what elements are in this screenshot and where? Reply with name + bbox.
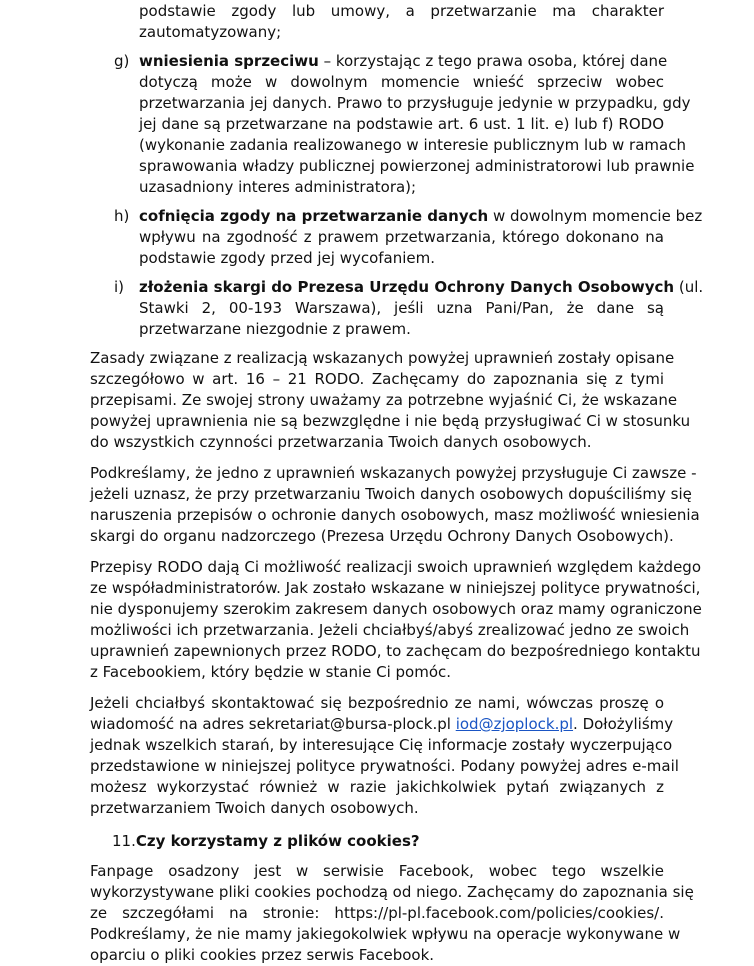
text-line: naruszenia przepisów o ochronie danych osobowych, masz możliwość wniesienia xyxy=(90,506,700,524)
list-marker: i) xyxy=(114,278,125,296)
text-line: szczegółowo w art. 16 – 21 RODO. Zachęcamy do zapoznania się z tymi xyxy=(90,370,664,388)
text-line: powyżej uprawnienia nie są bezwzględne i nie będą przysługiwać Ci w stosunku xyxy=(90,412,691,430)
text-line: podstawie zgody lub umowy, a przetwarzanie ma charakter xyxy=(139,2,664,20)
text-line: możesz wykorzystać również w razie jakichkolwiek pytań związanych z xyxy=(90,778,664,796)
text-line: wpływu na zgodność z prawem przetwarzania, którego dokonano na xyxy=(139,228,664,246)
text-line: jednak wszelkich starań, by interesujące Cię informacje zostały wyczerpująco xyxy=(90,736,673,754)
bold-term: cofnięcia zgody na przetwarzanie danych xyxy=(139,207,489,225)
text-line: ze szczegółami na stronie: https://pl-pl.facebook.com/policies/cookies/. xyxy=(90,904,664,922)
text-line: Przepisy RODO dają Ci możliwość realizacji swoich uprawnień względem każdego xyxy=(90,558,701,576)
text-line xyxy=(139,206,703,227)
text-line: oparciu o pliki cookies przez serwis Facebook. xyxy=(90,946,435,964)
text-line: jej dane są przetwarzane na podstawie art. 6 ust. 1 lit. e) lub f) RODO xyxy=(139,115,664,133)
text-line: wykorzystywane pliki cookies pochodzą od niego. Zachęcamy do zapoznania się xyxy=(90,883,694,901)
text-line: Podkreślamy, że jedno z uprawnień wskazanych powyżej przysługuje Ci zawsze - xyxy=(90,464,697,482)
list-marker: g) xyxy=(114,52,130,70)
text-line: Jeżeli chciałbyś skontaktować się bezpośrednio ze nami, wówczas proszę o xyxy=(90,694,664,712)
text-line: przetwarzane niezgodnie z prawem. xyxy=(139,320,411,338)
text-line: Zasady związane z realizacją wskazanych powyżej uprawnień zostały opisane xyxy=(90,349,675,367)
text-line: skargi do organu nadzorczego (Prezesa Urzędu Ochrony Danych Osobowych). xyxy=(90,527,674,545)
text-line: uprawnień zapewnionych przez RODO, to zachęcam do bezpośredniego kontaktu xyxy=(90,642,701,660)
text-line: sprawowania władzy publicznej powierzonej administratorowi lub prawnie xyxy=(139,157,695,175)
text-run: wiadomość na adres sekretariat@bursa-plock.pl xyxy=(90,715,456,733)
text-run: w dowolnym momencie bez xyxy=(488,207,703,225)
text-run: . Dołożyliśmy xyxy=(573,715,674,733)
text-line: podstawie zgody przed jej wycofaniem. xyxy=(139,249,436,267)
text-line: przetwarzaniem Twoich danych osobowych. xyxy=(90,799,419,817)
text-line: Podkreślamy, że nie mamy jakiegokolwiek wpływu na operacje wykonywane w xyxy=(90,925,681,943)
section-number: 11. xyxy=(112,832,136,850)
text-line: Stawki 2, 00-193 Warszawa), jeśli uzna Pani/Pan, że dane są xyxy=(139,299,664,317)
list-item-i xyxy=(90,277,704,340)
text-line: nie dysponujemy szerokim zakresem danych osobowych oraz mamy ograniczone xyxy=(90,600,702,618)
text-line: przedstawione w niniejszej polityce prywatności. Podany powyżej adres e-mail xyxy=(90,757,679,775)
text-run: – korzystając z tego prawa osoba, której dane xyxy=(318,52,668,70)
text-line: do wszystkich czynności przetwarzania Twoich danych osobowych. xyxy=(90,433,592,451)
text-line xyxy=(139,277,704,298)
text-line: możliwości ich przetwarzania. Jeżeli chciałbyś/abyś zrealizować jedno ze swoich xyxy=(90,621,690,639)
paragraph-joint-controllers xyxy=(90,557,702,683)
text-line: (wykonanie zadania realizowanego w interesie publicznym lub w ramach xyxy=(139,136,686,154)
text-line: uzasadniony interes administratora); xyxy=(139,178,417,196)
document-page xyxy=(90,0,704,966)
text-line: ze współadministratorów. Jak zostało wskazane w niniejszej polityce prywatności, xyxy=(90,579,701,597)
text-line: Fanpage osadzony jest w serwisie Facebook, wobec tego wszelkie xyxy=(90,862,664,880)
section-heading xyxy=(90,829,664,853)
text-line: przetwarzania jej danych. Prawo to przysługuje jedynie w przypadku, gdy xyxy=(139,94,691,112)
bold-term: złożenia skargi do Prezesa Urzędu Ochrony Danych Osobowych xyxy=(139,278,675,296)
section-title: Czy korzystamy z plików cookies? xyxy=(135,832,420,850)
bold-term: wniesienia sprzeciwu xyxy=(139,52,319,70)
text-line: dotyczą może w dowolnym momencie wnieść sprzeciw wobec xyxy=(139,73,664,91)
list-item-g xyxy=(90,51,695,198)
text-line: jeżeli uznasz, że przy przetwarzaniu Twoich danych osobowych dopuściliśmy się xyxy=(90,485,692,503)
list-item-continuation xyxy=(90,1,664,43)
paragraph-rights-details xyxy=(90,348,691,453)
paragraph-complaint-right xyxy=(90,463,700,547)
email-link[interactable]: iod@zjoplock.pl xyxy=(455,715,574,733)
text-line xyxy=(139,51,668,72)
text-line: zautomatyzowany; xyxy=(139,23,282,41)
paragraph-cookies xyxy=(90,861,694,966)
text-line: z Facebookiem, który będzie w stanie Ci pomóc. xyxy=(90,663,452,681)
list-item-h xyxy=(90,206,703,269)
text-run: (ul. xyxy=(674,278,704,296)
text-line xyxy=(90,714,674,735)
list-marker: h) xyxy=(114,207,130,225)
text-line: przepisami. Ze swojej strony uważamy za potrzebne wyjaśnić Ci, że wskazane xyxy=(90,391,678,409)
paragraph-contact xyxy=(90,693,679,819)
